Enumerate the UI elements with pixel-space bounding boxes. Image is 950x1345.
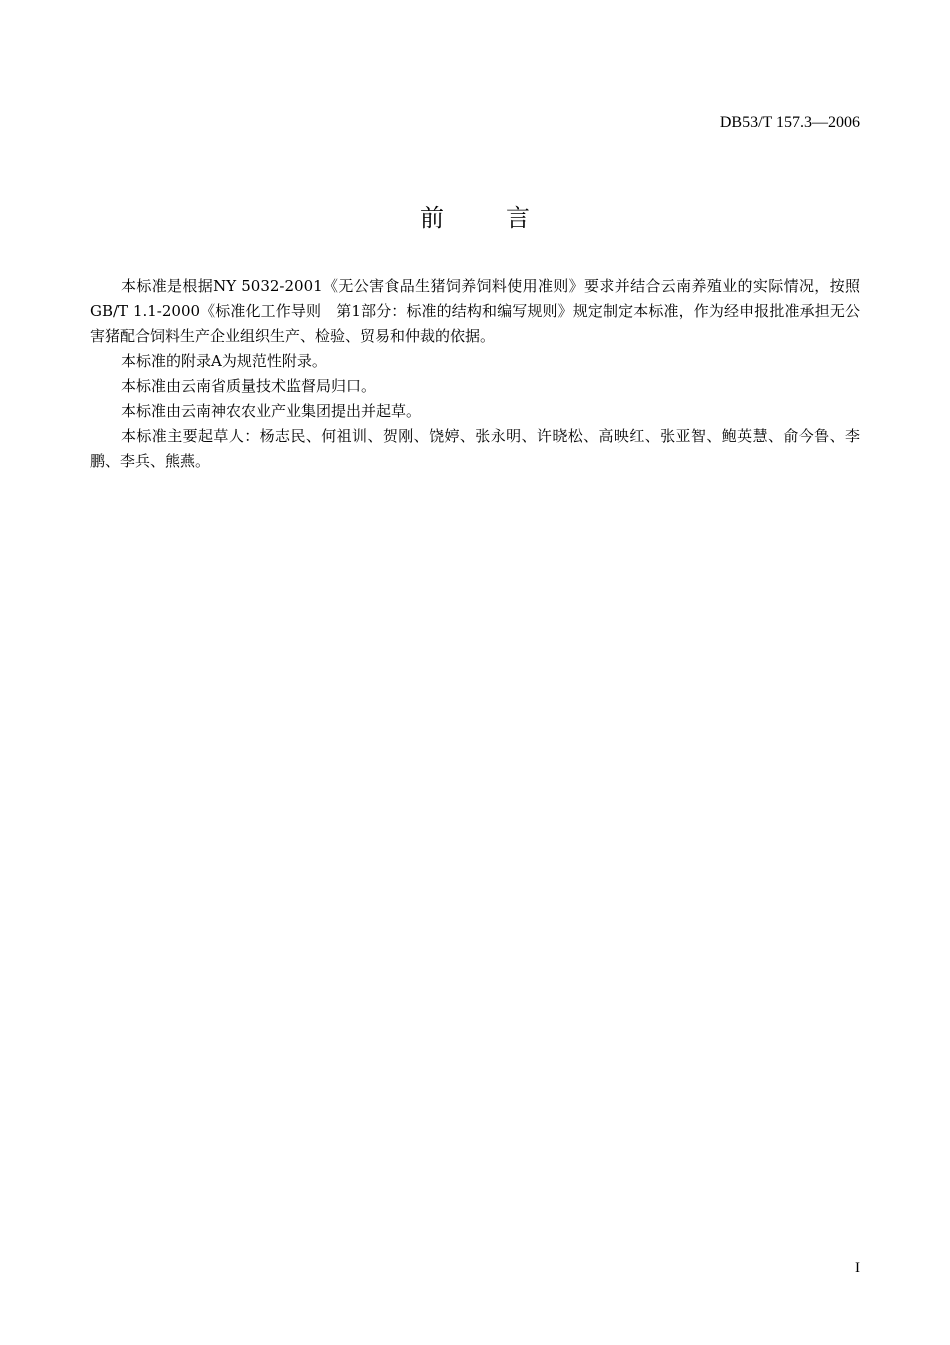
- title-char-2: 言: [506, 204, 530, 232]
- paragraph-basis: 本标准是根据NY 5032-2001《无公害食品生猪饲养饲料使用准则》要求并结合云南养殖业的实际情况，按照GB/T 1.1-2000《标准化工作导则 第1部分：标准的结构和编写规则》规定制定本标准，作为经申报批准承担无公害猪配合饲料生产企业组织生产、检验、贸易和仲裁的依据。: [90, 277, 860, 345]
- paragraph-authority: 本标准由云南省质量技术监督局归口。: [121, 377, 377, 395]
- page-number: I: [855, 1260, 860, 1276]
- document-code: DB53/T 157.3—2006: [719, 114, 860, 131]
- paragraph-appendix: 本标准的附录A为规范性附录。: [121, 352, 327, 370]
- foreword-body: [90, 274, 860, 474]
- paragraph-drafters: 本标准主要起草人：杨志民、何祖训、贺刚、饶婷、张永明、许晓松、高映红、张亚智、鲍英慧、俞今鲁、李鹏、李兵、熊燕。: [90, 427, 860, 470]
- title-char-1: 前: [420, 204, 444, 232]
- page-title: [0, 198, 950, 233]
- paragraph-drafter-org: 本标准由云南神农农业产业集团提出并起草。: [121, 402, 422, 420]
